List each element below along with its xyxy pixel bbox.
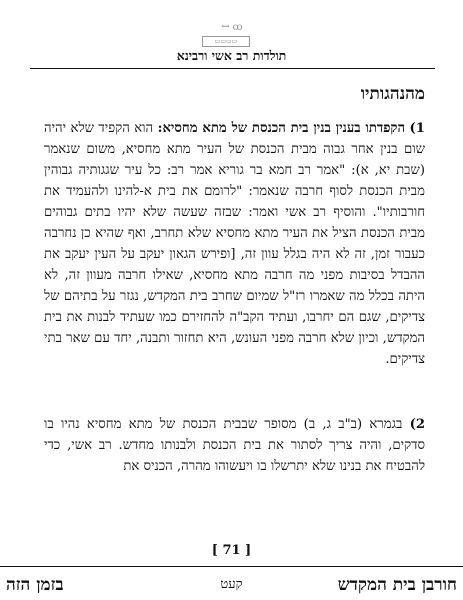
paragraph-2-number: 2) xyxy=(409,417,425,432)
paragraph-2-body: בגמרא (ב"ב ג, ב) מסופר שבבית הכנסת של מתא מחסיא נהיו בו סדקים, והיה צריך לסתור את בית הכנסת ולבנותו מחדש. רב אשי, כדי להבטיח את בנינו שלא יתרשלו בו ויעשוהו מהרה, הכניס את xyxy=(44,417,425,474)
library-stamp: ▭▭▭▭ xyxy=(202,36,250,47)
running-header: תולדות רב אשי ורבינא xyxy=(176,48,287,63)
paragraph-1-body: הוא הקפיד שלא יהיה שום בנין אחר גבוה מבית הכנסת של העיר מתא מחסיא, משום שנאמר (שבת יא, א): "אמר רב חמא בר גוריא אמר רב: כל עיר שגגותיה גבוהין מבית הכנסת לסוף חרבה שנאמר: "לרומם את בית א-להינו ולהעמיד את חורבותיו". והוסיף רב אשי ואמר: שבזה שעשה שלא יהיו בתים גבוהים מבית הכנסת הציל את העיר מתא מחסיא שלא תחרב, ואף שהיא כן נחרבה כעבור זמן, זה לא היה בגלל עוון זה, [ופירש הגאון יעקב על העין יעקב את ההבדל בסיבות מפני מה חרבה מתא מחסיא, שאילו חרבה מעוון זה, לא היתה בכלל מה שאמרו רז"ל שמיום שחרב בית המקדש, נגזר על בתיהם של צדיקים, שגם הם יחרבו, ועתיד הקב"ה להחזירם כמו שעתיד לבנות את בית המקדש, וכיון שלא חרבה מפני העונש, היא תחזור ותבנה, יחד עם שאר בתי צדיקים. xyxy=(44,121,425,367)
footer-subtitle: בזמן הזה xyxy=(6,575,64,595)
footer-page-letters: קעט xyxy=(220,577,243,592)
paragraph-2 xyxy=(44,414,425,477)
header-rule xyxy=(30,68,435,69)
page-number: [ 71 ] xyxy=(211,543,252,558)
section-title: מהנהגותיו xyxy=(360,84,425,104)
handwritten-mark: ꟷ ꝏ xyxy=(221,22,243,33)
paragraph-1-lead: הקפדתו בענין בנין בית הכנסת של מתא מחסיא: xyxy=(157,121,406,136)
paragraph-1-number: 1) xyxy=(409,121,425,136)
footer-rule xyxy=(0,566,463,567)
footer-book-title: חורבן בית המקדש xyxy=(337,575,457,595)
paragraph-1 xyxy=(44,118,425,370)
